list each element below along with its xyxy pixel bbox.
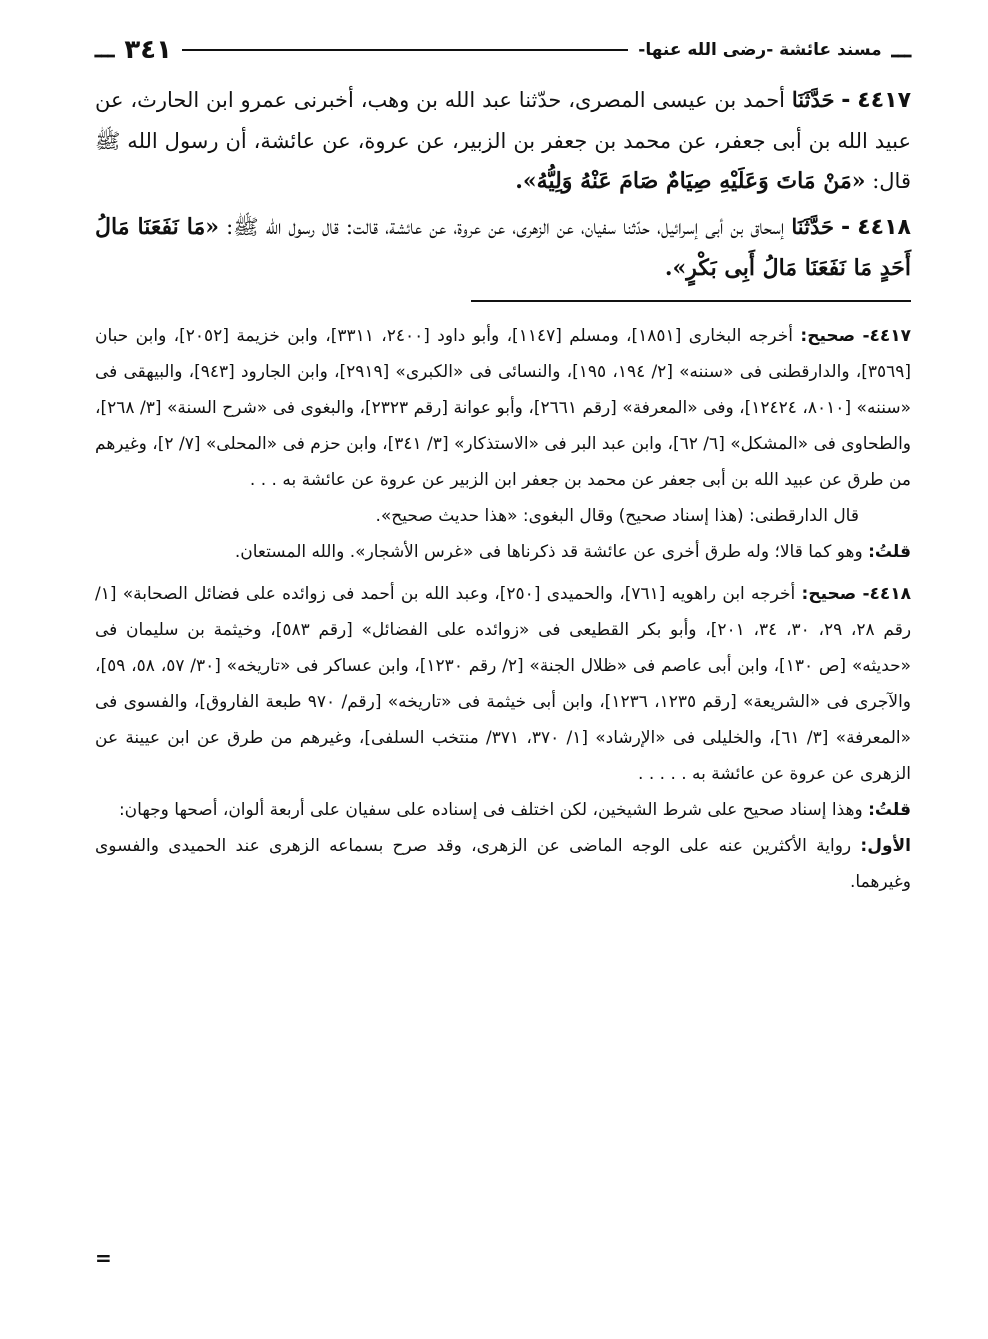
hadith-isnad: أحمد بن عيسى المصرى، حدّثنا عبد الله بن وهب، أخبرنى عمرو ابن الحارث، عن عبيد الله بن أبى جعفر، عن محمد بن جعفر بن الزبير، عن عروة، عن عائشة، أن رسول الله ﷺ قال: [95, 88, 911, 193]
footnote-number: ٤٤١٧- [862, 326, 912, 346]
footnote-extra: قال الدارقطنى: (هذا إسناد صحيح) وقال البغوى: «هذا حديث صحيح». [375, 506, 859, 526]
footnote-text: أخرجه البخارى [١٨٥١]، ومسلم [١١٤٧]، وأبو داود [٢٤٠٠، ٣٣١١]، وابن خزيمة [٢٠٥٢]، وابن حبان [٣٥٦٩]، والدارقطنى فى «سننه» [٢/ ١٩٤، ١٩٥]، والنسائى فى «الكبرى» [٢٩١٩]، وابن الجارود [٩٤٣]، والبيهقى فى «سننه» [٨٠١٠، ١٢٤٢٤]، وفى «المعرفة» [رقم ٢٦٦١]، وأبو عوانة [رقم ٢٣٢٣]، والبغوى فى «شرح السنة» [٣/ ٢٦٨]، والطحاوى فى «المشكل» [٦/ ٦٢]، وابن عبد البر فى «الاستذكار» [٣/ ٣٤١]، وابن حزم فى «المحلى» [٧/ ٢]، وغيرهم من طرق عن عبيد الله بن أبى جعفر عن محمد بن جعفر ابن الزبير عن عروة عن عائشة به . . . [95, 326, 912, 490]
first-label: الأول: [860, 836, 911, 856]
footnote-body [95, 318, 911, 498]
hadith-4417 [95, 80, 911, 201]
hadith-sep: - [841, 88, 851, 113]
main-text [95, 80, 911, 288]
footnote-4418 [95, 576, 911, 900]
header-dash-right: ـــ [891, 37, 911, 63]
document-page [95, 28, 911, 1318]
qultu-text: وهذا إسناد صحيح على شرط الشيخين، لكن اختلف فى إسناده على سفيان على أربعة ألوان، أصحها وجهان: [118, 800, 863, 820]
hadith-matn: «مَنْ مَاتَ وَعَلَيْهِ صِيَامٌ صَامَ عَنْهُ وَلِيُّهُ». [515, 168, 866, 194]
page-number: ٣٤١ [124, 35, 172, 65]
header-rule [182, 49, 628, 51]
footnote-divider [471, 300, 911, 302]
header-title: مسند عائشة -رضى الله عنها- [638, 40, 882, 60]
hadith-haddathana: حَدَّثَنَا [791, 87, 835, 112]
qultu-label: قلتُ: [868, 542, 911, 562]
hadith-number: ٤٤١٧ [857, 88, 911, 113]
qultu-label: قلتُ: [868, 800, 911, 820]
hadith-matn: «مَا نَفَعَنَا مَالُ أَحَدٍ مَا نَفَعَنَا مَالُ أَبِى بَكْرٍ». [95, 214, 911, 281]
hadith-isnad: إسحاق بن أبى إسرائيل، حدّثنا سفيان، عن الزهرى، عن عروة، عن عائشة، قالت: قال رسول الله ﷺ: [226, 215, 785, 239]
footnote-qultu [95, 792, 911, 828]
hadith-haddathana: حَدَّثَنَا [791, 214, 834, 239]
footnote-4417 [95, 318, 911, 570]
hadith-4418 [95, 207, 911, 288]
continuation-mark: = [95, 1246, 112, 1270]
footnote-grade: صحيح: [800, 326, 856, 346]
header-dash-left: ـــ [95, 37, 115, 63]
first-text: رواية الأكثرين عنه على الوجه الماضى عن الزهرى، وقد صرح بسماعه الزهرى عند الحميدى والفسوى وغيرهما. [95, 836, 911, 892]
qultu-text: وهو كما قالا؛ وله طرق أخرى عن عائشة قد ذكرناها فى «غرس الأشجار». والله المستعان. [234, 542, 863, 562]
footnotes [95, 318, 911, 900]
footnote-qultu [95, 534, 911, 570]
page-header [95, 28, 911, 72]
footnote-body [95, 576, 911, 792]
footnote-text: أخرجه ابن راهويه [٧٦١]، والحميدى [٢٥٠]، وعبد الله بن أحمد فى زوائده على فضائل الصحابة» [١/ رقم ٢٨، ٢٩، ٣٠، ٣٤، ٢٠١]، وأبو بكر القطيعى فى «زوائده على الفضائل» [رقم ٥٨٣]، وخيثمة بن سليمان فى «حديثه» [ص ١٣٠]، وابن أبى عاصم فى «ظلال الجنة» [٢/ رقم ١٢٣٠]، وابن عساكر فى «تاريخه» [٣٠/ ٥٧، ٥٨، ٥٩]، والآجرى فى «الشريعة» [رقم ١٢٣٥، ١٢٣٦]، وابن أبى خيثمة فى «تاريخه» [رقم/ ٩٧٠ طبعة الفاروق]، والفسوى فى «المعرفة» [٣/ ٦١]، والخليلى فى «الإرشاد» [١/ ٣٧٠، ٣٧١/ منتخب السلفى]، وغيرهم من طرق عن ابن عيينة عن الزهرى عن عروة عن عائشة به . . . . . [95, 584, 912, 784]
hadith-number: ٤٤١٨ [857, 215, 911, 240]
footnote-number: ٤٤١٨- [862, 584, 912, 604]
hadith-sep: - [841, 215, 851, 240]
footnote-first [95, 828, 911, 900]
footnote-grade: صحيح: [801, 584, 857, 604]
